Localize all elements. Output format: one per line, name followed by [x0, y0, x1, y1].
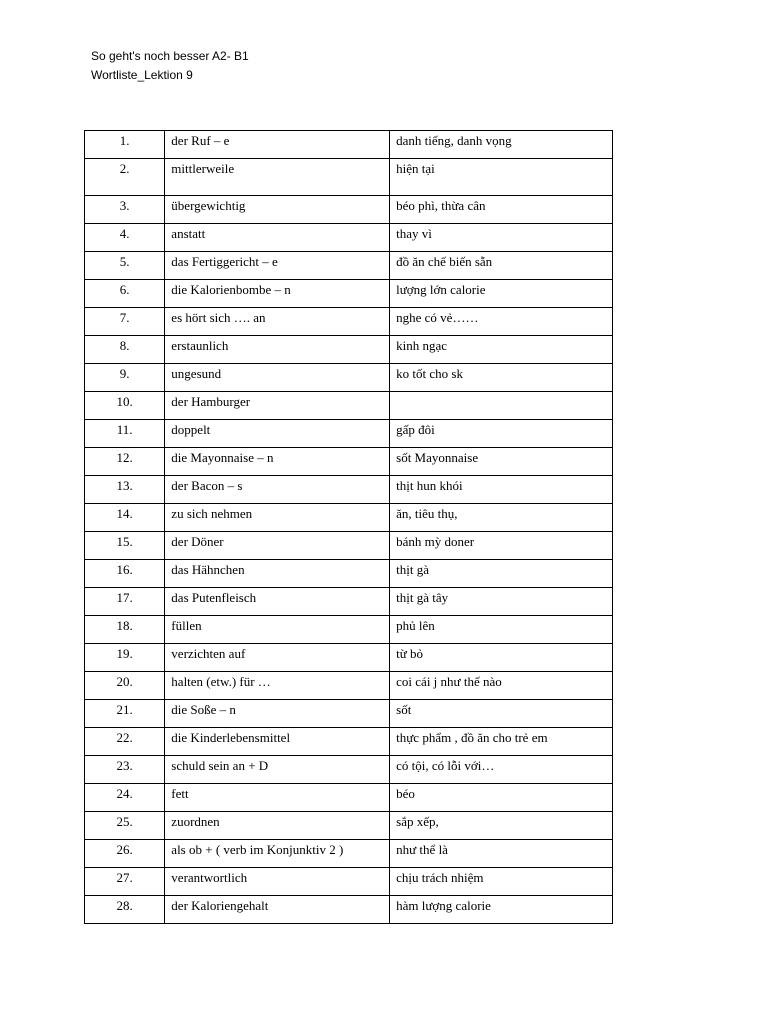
table-row — [85, 131, 613, 159]
german-term-cell: zuordnen — [165, 812, 390, 840]
vietnamese-meaning-cell: có tội, có lỗi với… — [390, 756, 613, 784]
vietnamese-meaning-cell: thực phẩm , đồ ăn cho trẻ em — [390, 728, 613, 756]
vietnamese-meaning-cell: sắp xếp, — [390, 812, 613, 840]
vietnamese-meaning-cell: hiện tại — [390, 159, 613, 196]
vietnamese-meaning-cell: phủ lên — [390, 616, 613, 644]
row-number-cell: 20. — [85, 672, 165, 700]
table-row — [85, 840, 613, 868]
vietnamese-meaning-cell: thịt hun khói — [390, 476, 613, 504]
german-term-cell: mittlerweile — [165, 159, 390, 196]
german-term-cell: zu sich nehmen — [165, 504, 390, 532]
vietnamese-meaning-cell: thay vì — [390, 224, 613, 252]
row-number-cell: 17. — [85, 588, 165, 616]
row-number-cell: 22. — [85, 728, 165, 756]
vietnamese-meaning-cell: đồ ăn chế biến sẵn — [390, 252, 613, 280]
table-row — [85, 700, 613, 728]
german-term-cell: verzichten auf — [165, 644, 390, 672]
vietnamese-meaning-cell: nghe có vẻ…… — [390, 308, 613, 336]
row-number-cell: 1. — [85, 131, 165, 159]
german-term-cell: als ob + ( verb im Konjunktiv 2 ) — [165, 840, 390, 868]
table-row — [85, 364, 613, 392]
german-term-cell: übergewichtig — [165, 196, 390, 224]
row-number-cell: 27. — [85, 868, 165, 896]
table-row — [85, 392, 613, 420]
vietnamese-meaning-cell: danh tiếng, danh vọng — [390, 131, 613, 159]
german-term-cell: anstatt — [165, 224, 390, 252]
table-row — [85, 448, 613, 476]
row-number-cell: 28. — [85, 896, 165, 924]
row-number-cell: 10. — [85, 392, 165, 420]
table-row — [85, 336, 613, 364]
german-term-cell: fett — [165, 784, 390, 812]
row-number-cell: 24. — [85, 784, 165, 812]
german-term-cell: das Putenfleisch — [165, 588, 390, 616]
table-row — [85, 812, 613, 840]
german-term-cell: verantwortlich — [165, 868, 390, 896]
german-term-cell: das Fertiggericht – e — [165, 252, 390, 280]
german-term-cell: das Hähnchen — [165, 560, 390, 588]
row-number-cell: 21. — [85, 700, 165, 728]
german-term-cell: halten (etw.) für … — [165, 672, 390, 700]
row-number-cell: 7. — [85, 308, 165, 336]
vocabulary-table-body — [85, 131, 613, 924]
vietnamese-meaning-cell: như thể là — [390, 840, 613, 868]
vietnamese-meaning-cell: béo — [390, 784, 613, 812]
table-row — [85, 644, 613, 672]
vietnamese-meaning-cell: béo phì, thừa cân — [390, 196, 613, 224]
vietnamese-meaning-cell: lượng lớn calorie — [390, 280, 613, 308]
vietnamese-meaning-cell: thịt gà tây — [390, 588, 613, 616]
german-term-cell: es hört sich …. an — [165, 308, 390, 336]
vietnamese-meaning-cell: chịu trách nhiệm — [390, 868, 613, 896]
row-number-cell: 15. — [85, 532, 165, 560]
row-number-cell: 6. — [85, 280, 165, 308]
vietnamese-meaning-cell — [390, 392, 613, 420]
vietnamese-meaning-cell: gấp đôi — [390, 420, 613, 448]
table-row — [85, 672, 613, 700]
table-row — [85, 476, 613, 504]
vietnamese-meaning-cell: bánh mỳ doner — [390, 532, 613, 560]
table-row — [85, 868, 613, 896]
table-row — [85, 159, 613, 196]
row-number-cell: 13. — [85, 476, 165, 504]
german-term-cell: die Soße – n — [165, 700, 390, 728]
row-number-cell: 12. — [85, 448, 165, 476]
row-number-cell: 25. — [85, 812, 165, 840]
table-row — [85, 420, 613, 448]
row-number-cell: 9. — [85, 364, 165, 392]
vietnamese-meaning-cell: sốt Mayonnaise — [390, 448, 613, 476]
german-term-cell: die Kalorienbombe – n — [165, 280, 390, 308]
german-term-cell: füllen — [165, 616, 390, 644]
row-number-cell: 26. — [85, 840, 165, 868]
german-term-cell: doppelt — [165, 420, 390, 448]
german-term-cell: ungesund — [165, 364, 390, 392]
row-number-cell: 18. — [85, 616, 165, 644]
german-term-cell: der Ruf – e — [165, 131, 390, 159]
row-number-cell: 11. — [85, 420, 165, 448]
row-number-cell: 19. — [85, 644, 165, 672]
german-term-cell: der Hamburger — [165, 392, 390, 420]
row-number-cell: 16. — [85, 560, 165, 588]
vietnamese-meaning-cell: thịt gà — [390, 560, 613, 588]
vietnamese-meaning-cell: ko tốt cho sk — [390, 364, 613, 392]
table-row — [85, 504, 613, 532]
german-term-cell: der Bacon – s — [165, 476, 390, 504]
german-term-cell: erstaunlich — [165, 336, 390, 364]
list-title: Wortliste_Lektion 9 — [91, 68, 193, 82]
table-row — [85, 252, 613, 280]
table-row — [85, 784, 613, 812]
table-row — [85, 616, 613, 644]
vietnamese-meaning-cell: hàm lượng calorie — [390, 896, 613, 924]
document-header — [91, 47, 249, 85]
table-row — [85, 280, 613, 308]
table-row — [85, 224, 613, 252]
vietnamese-meaning-cell: sốt — [390, 700, 613, 728]
german-term-cell: der Döner — [165, 532, 390, 560]
vietnamese-meaning-cell: ăn, tiêu thụ, — [390, 504, 613, 532]
german-term-cell: die Kinderlebensmittel — [165, 728, 390, 756]
vocabulary-table — [84, 130, 613, 924]
table-row — [85, 196, 613, 224]
row-number-cell: 14. — [85, 504, 165, 532]
german-term-cell: die Mayonnaise – n — [165, 448, 390, 476]
table-row — [85, 308, 613, 336]
german-term-cell: schuld sein an + D — [165, 756, 390, 784]
table-row — [85, 532, 613, 560]
vietnamese-meaning-cell: kinh ngạc — [390, 336, 613, 364]
table-row — [85, 728, 613, 756]
vietnamese-meaning-cell: coi cái j như thế nào — [390, 672, 613, 700]
table-row — [85, 560, 613, 588]
german-term-cell: der Kaloriengehalt — [165, 896, 390, 924]
vietnamese-meaning-cell: từ bỏ — [390, 644, 613, 672]
row-number-cell: 5. — [85, 252, 165, 280]
table-row — [85, 588, 613, 616]
row-number-cell: 23. — [85, 756, 165, 784]
table-row — [85, 756, 613, 784]
row-number-cell: 8. — [85, 336, 165, 364]
row-number-cell: 4. — [85, 224, 165, 252]
course-title: So geht's noch besser A2- B1 — [91, 49, 249, 63]
row-number-cell: 2. — [85, 159, 165, 196]
table-row — [85, 896, 613, 924]
row-number-cell: 3. — [85, 196, 165, 224]
